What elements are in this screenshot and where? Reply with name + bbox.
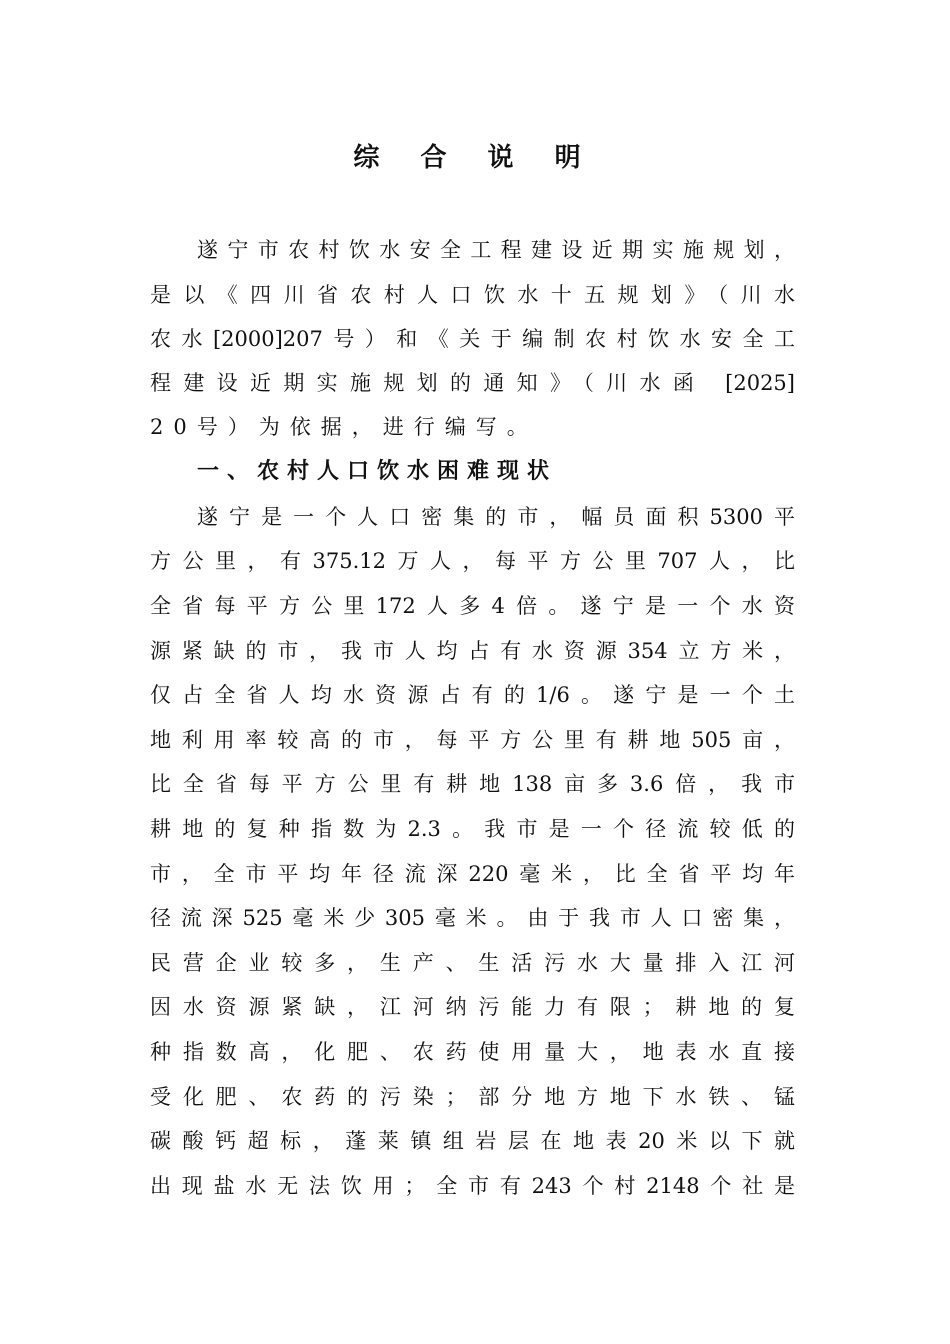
document-title: 综 合 说 明 — [353, 143, 597, 173]
section-heading: 一、农村人口饮水困难现状 — [197, 459, 558, 484]
body-line: 出现盐水无法饮用；全市有243个村2148个社是 — [150, 1174, 795, 1198]
body-line: 耕地的复种指数为2.3。我市是一个径流较低的 — [150, 817, 795, 841]
body-line: 民营企业较多，生产、生活污水大量排入江河 — [150, 951, 795, 975]
body-line: 仅占全省人均水资源占有的1/6。遂宁是一个土 — [150, 683, 795, 707]
body-line: 径流深525毫米少305毫米。由于我市人口密集， — [150, 906, 795, 930]
body-line: 因水资源紧缺，江河纳污能力有限；耕地的复 — [150, 995, 795, 1019]
intro-line: 是以《四川省农村人口饮水十五规划》（川水 — [150, 283, 795, 307]
body-line: 比全省每平方公里有耕地138亩多3.6倍，我市 — [150, 772, 795, 796]
body-line: 种指数高，化肥、农药使用量大，地表水直接 — [150, 1040, 795, 1064]
intro-line: 农水[2000]207号）和《关于编制农村饮水安全工 — [150, 327, 795, 351]
body-line: 受化肥、农药的污染；部分地方地下水铁、锰 — [150, 1085, 795, 1109]
body-line: 碳酸钙超标，蓬莱镇组岩层在地表20米以下就 — [150, 1129, 795, 1153]
body-line: 方公里，有375.12万人，每平方公里707人，比 — [150, 549, 795, 573]
body-line: 地利用率较高的市，每平方公里有耕地505亩， — [150, 728, 795, 752]
body-line: 遂宁是一个人口密集的市，幅员面积5300平 — [197, 505, 795, 529]
body-line: 源紧缺的市，我市人均占有水资源354立方米， — [150, 639, 795, 663]
intro-line: 20号）为依据，进行编写。 — [150, 415, 538, 439]
body-line: 市，全市平均年径流深220毫米，比全省平均年 — [150, 862, 795, 886]
intro-line: 程建设近期实施规划的通知》（川水函 [2025] — [150, 371, 795, 395]
intro-line: 遂宁市农村饮水安全工程建设近期实施规划， — [197, 238, 795, 262]
body-line: 全省每平方公里172人多4倍。遂宁是一个水资 — [150, 594, 795, 618]
